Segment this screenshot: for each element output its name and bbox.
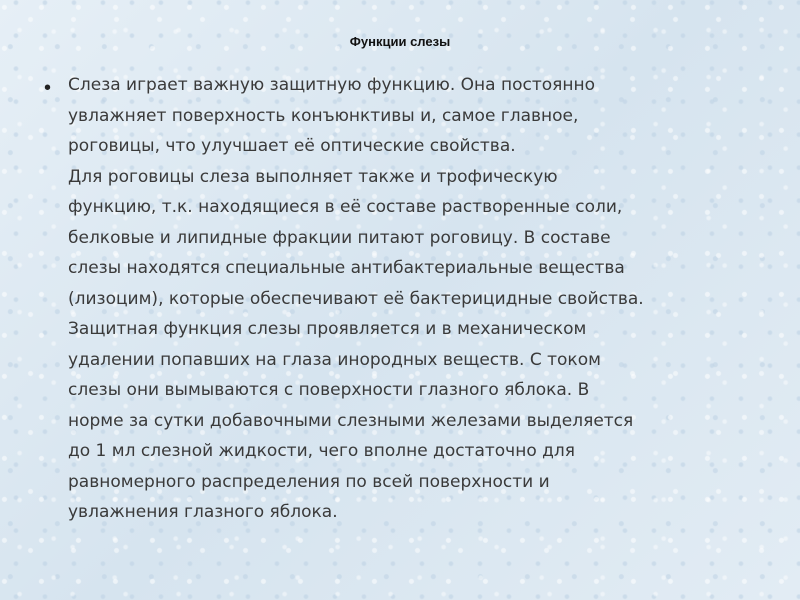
body-line: (лизоцим), которые обеспечивают её бактерицидные свойства. [68, 288, 644, 309]
slide-title: Функции слезы [349, 34, 451, 49]
body-paragraph [68, 70, 768, 528]
body-line: роговицы, что улучшает её оптические свойства. [68, 136, 516, 156]
body-line: слезы находятся специальные антибактериальные вещества [68, 258, 625, 278]
body-line: Для роговицы слеза выполняет также и трофическую [68, 166, 558, 187]
body-line: увлажняет поверхность конъюнктивы и, самое главное, [68, 105, 579, 126]
body-line: равномерного распределения по всей поверхности и [68, 471, 550, 492]
body-line: слезы они вымываются с поверхности глазного яблока. В [68, 380, 590, 400]
body-line: удалении попавших на глаза инородных веществ. С током [68, 349, 601, 370]
body-line: увлажнения глазного яблока. [68, 502, 338, 522]
body-line: до 1 мл слезной жидкости, чего вполне достаточно для [68, 441, 575, 461]
body-line: белковые и липидные фракции питают роговицу. В составе [68, 227, 611, 248]
body-line: функцию, т.к. находящиеся в её составе растворенные соли, [68, 197, 623, 217]
body-line: Защитная функция слезы проявляется и в механическом [68, 319, 587, 339]
body-line: Слеза играет важную защитную функцию. Она постоянно [68, 75, 596, 95]
bullet-marker: • [44, 77, 52, 99]
body-line: норме за сутки добавочными слезными железами выделяется [68, 410, 634, 431]
